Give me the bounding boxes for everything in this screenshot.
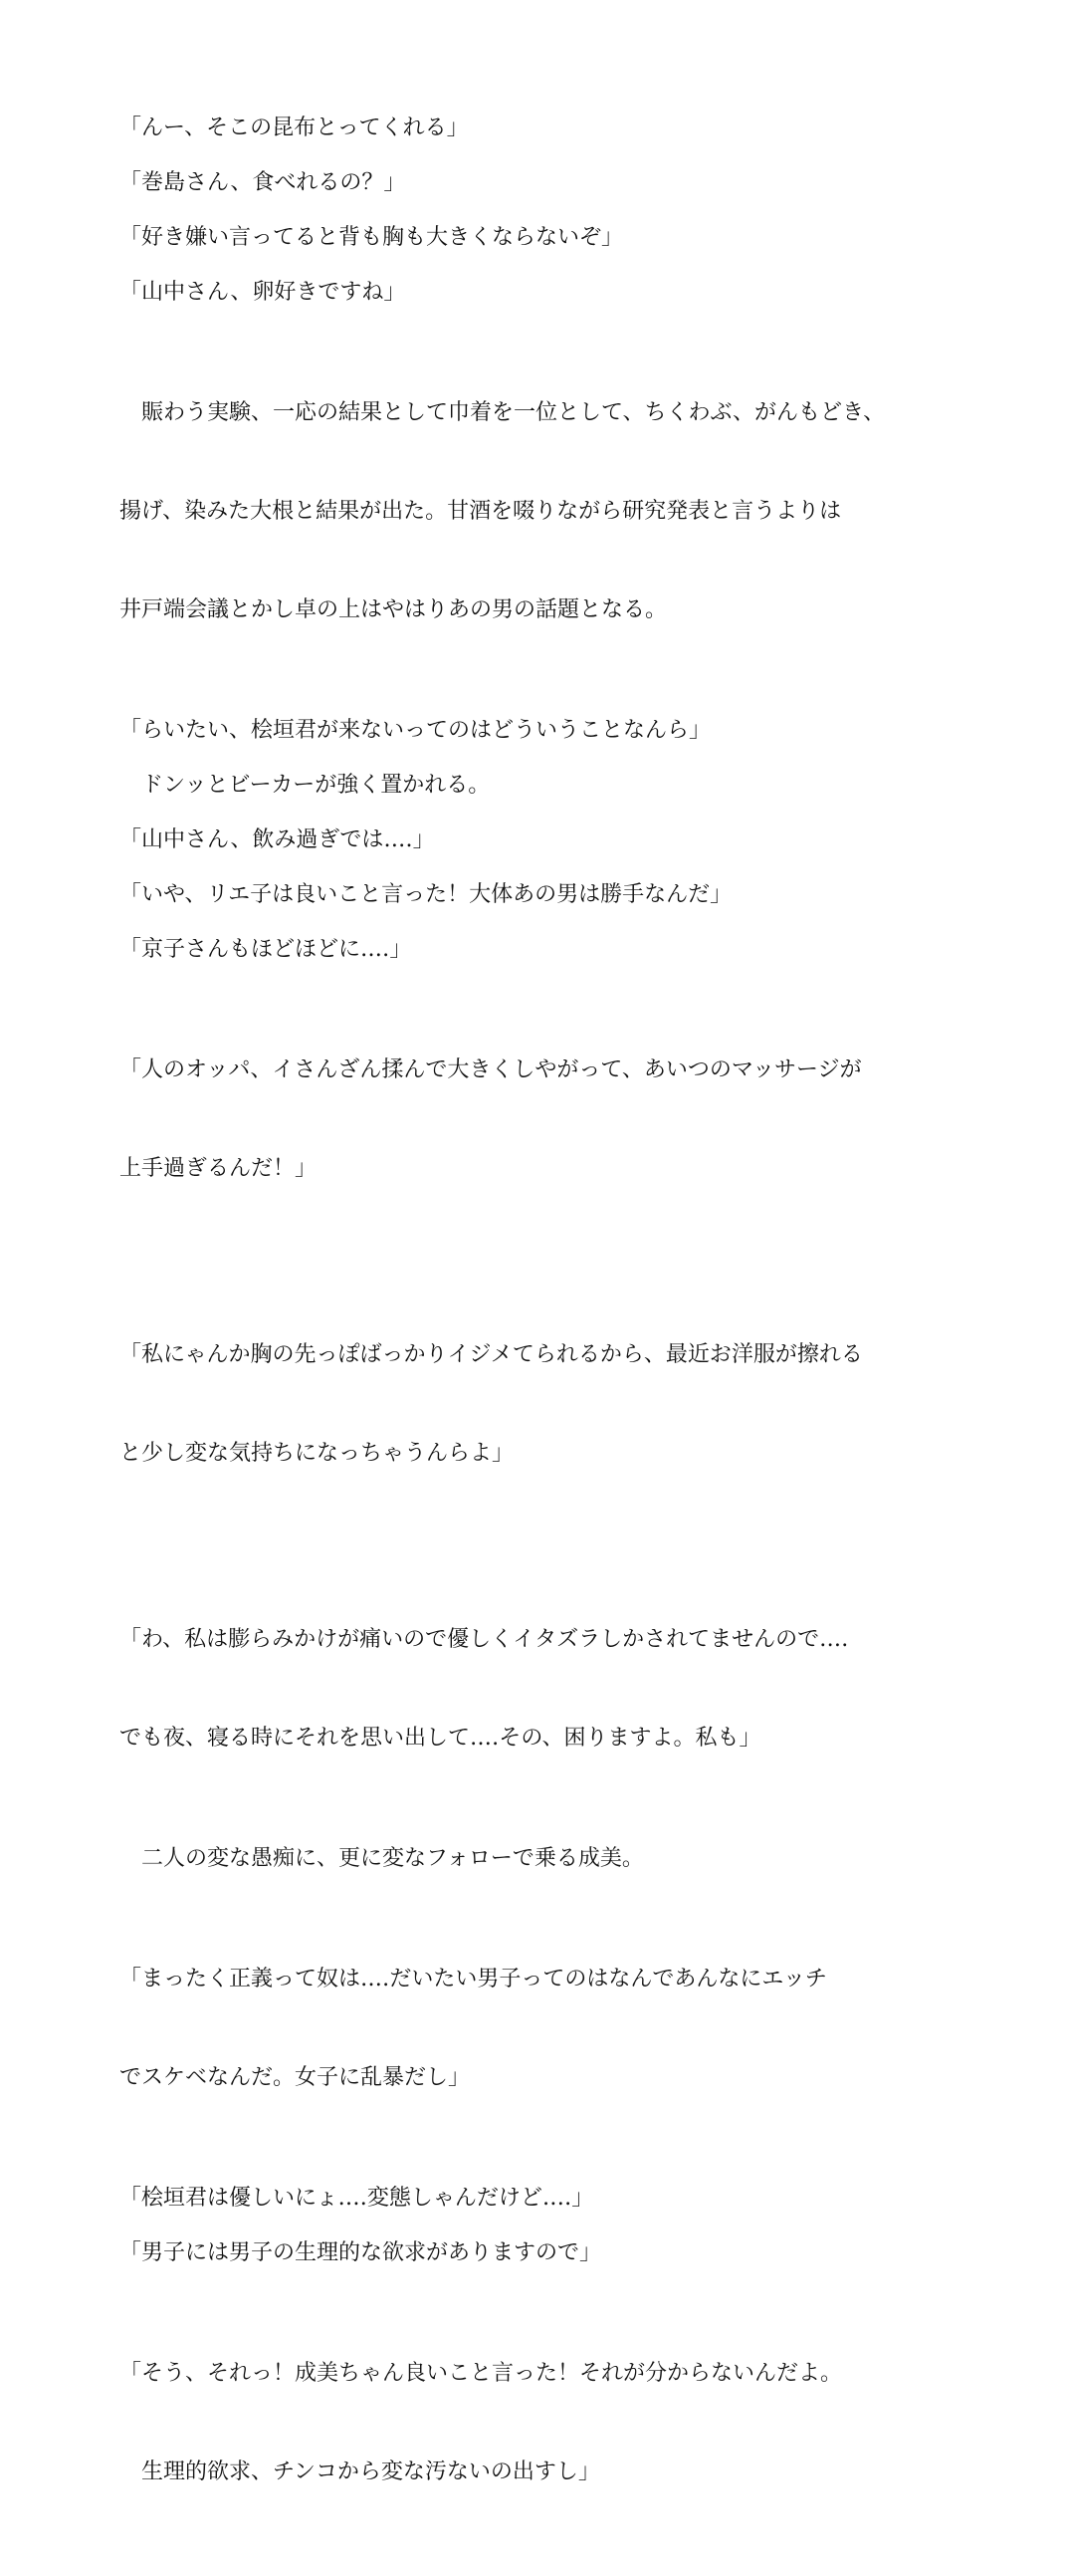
text-line: 「京子さんもほどほどに‥‥」	[119, 937, 412, 962]
text-body	[119, 112, 956, 2576]
text-line: 上手過ぎるんだ！」	[119, 1156, 318, 1181]
text-line: 「桧垣君は優しいにょ‥‥変態しゃんだけど‥‥」	[119, 2186, 594, 2211]
paragraph	[119, 166, 956, 199]
text-line: 揚げ、染みた大根と結果が出た。甘酒を啜りながら研究発表と言うよりは	[119, 499, 842, 524]
text-line: 「いや、リエ子は良いこと言った！大体あの男は勝手なんだ」	[119, 882, 733, 907]
text-line: 「巻島さん、食べれるの？」	[119, 170, 406, 195]
text-line: 「私にゃんか胸の先っぽばっかりイジメてられるから、最近お洋服が擦れる	[119, 1342, 863, 1367]
text-line: 「んー、そこの昆布とってくれる」	[119, 116, 469, 140]
text-line: 「わ、私は膨らみかけが痛いので優しくイタズラしかされてませんので‥‥	[119, 1627, 849, 1652]
paragraph	[119, 1842, 956, 1875]
text-line: 「人のオッパ、イさんざん揉んで大きくしやがって、あいつのマッサージが	[119, 1057, 862, 1082]
paragraph	[119, 1897, 956, 2160]
text-line: でスケベなんだ。女子に乱暴だし」	[119, 2065, 471, 2090]
text-line: 「まったく正義って奴は‥‥だいたい男子ってのはなんであんなにエッチ	[119, 1967, 827, 1991]
text-line: 賑わう実験、一応の結果として巾着を一位として、ちくわぶ、がんもどき、	[119, 400, 886, 425]
text-line: ドンッとビーカーが強く置かれる。	[119, 773, 491, 798]
text-line: 生理的欲求、チンコから変な汚ないの出すし」	[119, 2459, 600, 2484]
text-line: 二人の変な愚痴に、更に変なフォローで乗る成美。	[119, 1846, 644, 1871]
paragraph	[119, 1273, 956, 1535]
paragraph	[119, 769, 956, 802]
paragraph	[119, 1557, 956, 1820]
text-line: 「そう、それっ！成美ちゃん良いこと言った！それが分からないんだよ。	[119, 2361, 843, 2386]
paragraph	[119, 878, 956, 911]
text-line: 「山中さん、卵好きですね」	[119, 280, 406, 305]
text-line: でも夜、寝る時にそれを思い出して‥‥その、困りますよ。私も」	[119, 1726, 761, 1751]
text-line: 「山中さん、飲み過ぎでは‥‥」	[119, 827, 435, 852]
paragraph	[119, 714, 956, 747]
text-line: 「男子には男子の生理的な欲求がありますので」	[119, 2240, 602, 2265]
paragraph	[119, 823, 956, 856]
paragraph	[119, 112, 956, 144]
paragraph	[119, 2291, 956, 2554]
text-line: 「好き嫌い言ってると背も胸も大きくならないぞ」	[119, 225, 624, 250]
text-line: と少し変な気持ちになっちゃうんらよ」	[119, 1441, 515, 1466]
paragraph	[119, 221, 956, 254]
text-line: 井戸端会議とかし卓の上はやはりあの男の話題となる。	[119, 597, 668, 622]
paragraph	[119, 276, 956, 309]
paragraph	[119, 331, 956, 692]
paragraph	[119, 2182, 956, 2215]
paragraph	[119, 988, 956, 1251]
paragraph	[119, 933, 956, 966]
text-line: 「らいたい、桧垣君が来ないってのはどういうことなんら」	[119, 718, 712, 743]
paragraph	[119, 2236, 956, 2269]
